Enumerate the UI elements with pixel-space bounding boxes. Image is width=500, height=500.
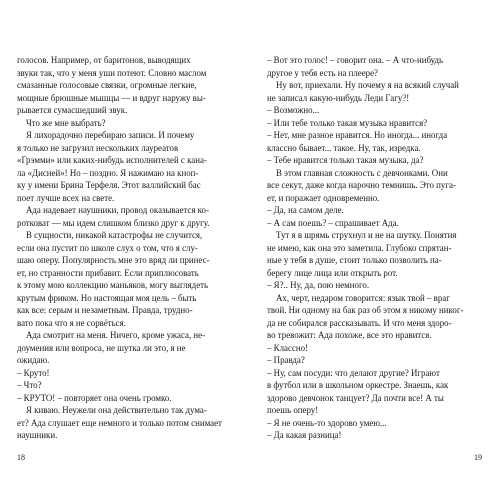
text-line: – Я?.. Ну, да, пою немного. xyxy=(267,280,370,290)
text-line: – Возможно... xyxy=(267,105,320,115)
text-line: – Круто! xyxy=(17,367,50,378)
text-line: ет, и поражает одновременно. xyxy=(267,192,380,203)
text-line: – Я не очень-то здорово умею... xyxy=(267,417,387,428)
text-line: – Что? xyxy=(17,380,42,390)
text-line: если она пустит по школе слух о том, что я слу- xyxy=(17,242,198,253)
text-line: – Или тебе только такая музыка нравится? xyxy=(267,117,428,128)
text-line: – Тебе нравится только такая музыка, да? xyxy=(267,155,424,165)
text-line: Я киваю. Неужели она действительно так дума- xyxy=(26,405,207,415)
text-line: ку у имени Брина Терфеля. Этот валлийский бас xyxy=(17,180,201,190)
right-page-number: 19 xyxy=(474,453,482,462)
text-line: Что же мне выбрать? xyxy=(26,117,106,128)
text-line: Ну вот, приехали. Ну почему я на всякий случай xyxy=(276,80,459,90)
text-line: смазанные голосовые связки, огромные легкие, xyxy=(17,80,197,90)
text-line: – Правда? xyxy=(267,355,305,365)
text-line: не имею, как она это заметила. Глубоко спрятан- xyxy=(267,242,452,253)
left-page-number: 18 xyxy=(17,453,25,462)
text-line: Ах, черт, недаром говорится: язык твой – враг xyxy=(276,292,450,303)
text-line: Ада надевает наушники, провод оказывается ко- xyxy=(26,205,209,215)
text-line: как все: серым и незаметным. Правда, трудно- xyxy=(17,305,193,315)
text-line: – Ну, сам посуди: что делают другие? Играют xyxy=(267,367,440,378)
text-line: ожидаю. xyxy=(17,355,50,365)
text-line: – Вот это голос! – говорит она. – А что-нибудь xyxy=(267,55,444,65)
right-page-text xyxy=(267,54,482,442)
text-line: В сущности, никакой катастрофы не случится, xyxy=(26,230,203,240)
text-line: не записал какую-нибудь Леди Гагу?! xyxy=(267,92,410,103)
text-line: ла «Дисней»! Но – поздно. Я нажимаю на кноп- xyxy=(17,167,199,178)
text-line: ет, но странности прибавит. Если приплюсовать xyxy=(17,267,199,278)
text-line: в футбол или в школьном оркестре. Знаешь, как xyxy=(267,380,449,390)
text-line: все секут, даже когда нарочно темнишь. Это пуга- xyxy=(267,180,456,190)
text-line: к этому мою коллекцию маньяков, могу выглядеть xyxy=(17,280,209,290)
text-line: Ада смотрит на меня. Ничего, кроме ужаса, не- xyxy=(26,330,206,340)
text-line: ет? Ада слушает еще немного и только потом снимает xyxy=(17,417,222,428)
text-line: – Да какая разница! xyxy=(267,430,342,440)
text-line: ные у тебя в душе, стоит только позволить па- xyxy=(267,255,442,265)
text-line: вато пока что я не сорвёться. xyxy=(17,317,126,328)
text-line: крутым фриком. Но настоящая моя цель – быть xyxy=(17,292,197,303)
text-line: другое у тебя есть на плеере? xyxy=(267,67,378,78)
text-line: Я лихорадочно перебираю записи. И почему xyxy=(26,130,195,140)
left-page-text xyxy=(17,54,232,442)
text-line: берегу лице лица или открыть рот. xyxy=(267,267,398,278)
text-line: звуки так, что у меня уши потеют. Словно маслом xyxy=(17,67,207,78)
text-line: «Грэмми» или каких-нибудь исполнителей с кана- xyxy=(17,155,207,165)
text-line: – Да, на самом деле. xyxy=(267,205,344,215)
text-line: здорово девчонок танцует? Да почти все! А ты xyxy=(267,392,444,403)
text-line: Тут я в шрямь струхнул и не на шутку. Понятия xyxy=(276,230,457,240)
right-page xyxy=(250,0,500,500)
text-line: – Нет, мне разное нравится. Но иногда... иногда xyxy=(267,130,448,140)
text-line: – Классно! xyxy=(267,342,308,353)
text-line: поешь оперу! xyxy=(267,405,319,415)
text-line: классно бывает... такое. Ну, так, изредка. xyxy=(267,142,421,153)
text-line: рывается сумасшедший звук. xyxy=(17,105,128,115)
text-line: да не собирался рассказывать. И что меня здоро- xyxy=(267,317,452,328)
text-line: В этом главная сложность с девчонками. Они xyxy=(276,167,448,178)
text-line: ротковат — мы идем слишком близко друг к другу. xyxy=(17,217,210,228)
text-line: голосов. Например, от баритонов, выводящих xyxy=(17,55,191,65)
text-line: поет лучше всех на свете. xyxy=(17,192,115,203)
text-line: во тревожит: Ада похоже, все это нравится. xyxy=(267,330,432,340)
text-line: доумения или вопроса, не шутка ли это, я не xyxy=(17,342,186,353)
text-line: – А сам поешь? – спрашивает Ада. xyxy=(267,217,399,228)
text-line: шаю оперу. Популярность мне это вряд ли принес- xyxy=(17,255,210,265)
text-line: – КРУТО! – повторяет она очень громко. xyxy=(17,392,172,403)
text-line: наушники. xyxy=(17,430,58,440)
text-line: твой. Ни одному на бак раз об этом я никому никог- xyxy=(267,305,464,315)
text-line: я только не загрузил нескольких лауреатов xyxy=(17,142,179,153)
text-line: мощные брюшные мышцы — и вдруг наружу вы- xyxy=(17,92,206,103)
